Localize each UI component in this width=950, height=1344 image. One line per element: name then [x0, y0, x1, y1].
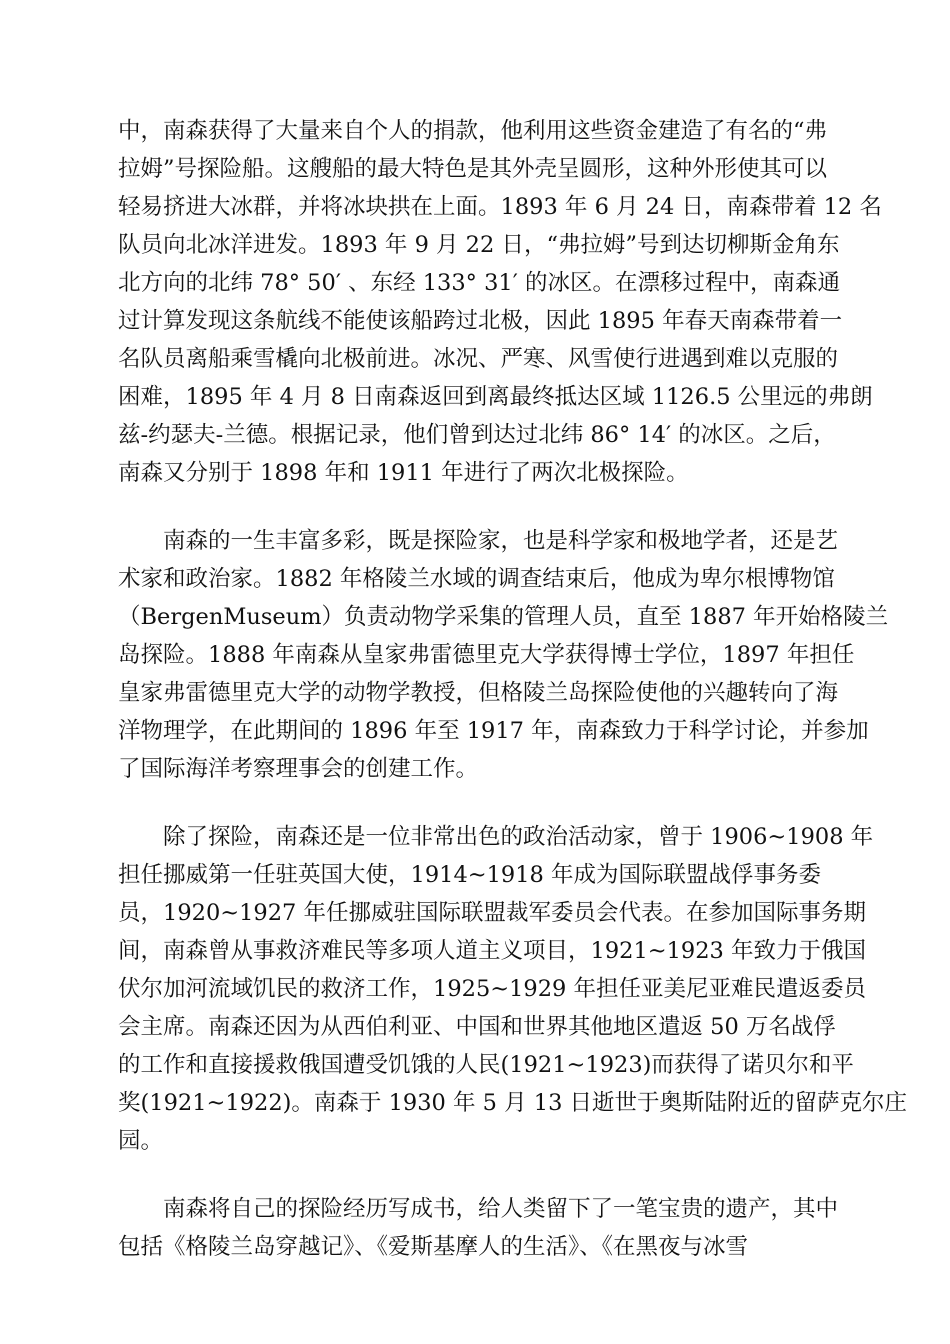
paragraph-gap: [118, 1160, 834, 1190]
paragraph-3: [118, 818, 908, 1160]
text-line: 轻易挤进大冰群，并将冰块拱在上面。1893 年 6 月 24 日，南森带着 12 名: [118, 194, 882, 220]
text-line: 洋物理学，在此期间的 1896 年至 1917 年，南森致力于科学讨论，并参加: [118, 718, 869, 744]
text-line: 北方向的北纬 78° 50′ 、东经 133° 31′ 的冰区。在漂移过程中，南森通: [118, 270, 840, 296]
text-line: 会主席。南森还因为从西伯利亚、中国和世界其他地区遣返 50 万名战俘: [118, 1014, 836, 1040]
text-line: 过计算发现这条航线不能使该船跨过北极，因此 1895 年春天南森带着一: [118, 308, 843, 334]
text-line: 困难，1895 年 4 月 8 日南森返回到离最终抵达区域 1126.5 公里远的弗朗: [118, 384, 873, 410]
text-line: 园。: [118, 1128, 164, 1154]
paragraph-1: [118, 112, 882, 492]
text-line: 南森又分别于 1898 年和 1911 年进行了两次北极探险。: [118, 460, 689, 486]
text-line: 南森的一生丰富多彩，既是探险家，也是科学家和极地学者，还是艺: [118, 528, 839, 554]
paragraph-4: [118, 1190, 839, 1266]
paragraph-gap: [118, 492, 834, 522]
text-line: 岛探险。1888 年南森从皇家弗雷德里克大学获得博士学位，1897 年担任: [118, 642, 855, 668]
text-line: 术家和政治家。1882 年格陵兰水域的调查结束后，他成为卑尔根博物馆: [118, 566, 835, 592]
text-line: 兹-约瑟夫-兰德。根据记录，他们曾到达过北纬 86° 14′ 的冰区。之后，: [118, 422, 836, 448]
text-line: 了国际海洋考察理事会的创建工作。: [118, 756, 479, 782]
text-line: （BergenMuseum）负责动物学采集的管理人员，直至 1887 年开始格陵兰: [118, 604, 889, 630]
paragraph-2: [118, 522, 889, 788]
text-line: 名队员离船乘雪橇向北极前进。冰况、严寒、风雪使行进遇到难以克服的: [118, 346, 839, 372]
text-line: 奖(1921~1922)。南森于 1930 年 5 月 13 日逝世于奥斯陆附近的留萨克尔庄: [118, 1090, 908, 1116]
text-line: 间，南森曾从事救济难民等多项人道主义项目，1921~1923 年致力于俄国: [118, 938, 867, 964]
text-line: 员，1920~1927 年任挪威驻国际联盟裁军委员会代表。在参加国际事务期: [118, 900, 867, 926]
text-line: 的工作和直接援救俄国遭受饥饿的人民(1921~1923)而获得了诺贝尔和平: [118, 1052, 854, 1078]
paragraph-gap: [118, 788, 834, 818]
text-line: 皇家弗雷德里克大学的动物学教授，但格陵兰岛探险使他的兴趣转向了海: [118, 680, 839, 706]
text-line: 南森将自己的探险经历写成书，给人类留下了一笔宝贵的遗产，其中: [118, 1196, 839, 1222]
document-page: [118, 112, 908, 1266]
text-line: 队员向北冰洋进发。1893 年 9 月 22 日，“弗拉姆”号到达切柳斯金角东: [118, 232, 840, 258]
text-line: 拉姆”号探险船。这艘船的最大特色是其外壳呈圆形，这种外形使其可以: [118, 156, 828, 182]
text-line: 除了探险，南森还是一位非常出色的政治活动家，曾于 1906~1908 年: [118, 824, 874, 850]
text-line: 包括《格陵兰岛穿越记》、《爱斯基摩人的生活》、《在黑夜与冰雪: [118, 1234, 749, 1260]
text-line: 伏尔加河流域饥民的救济工作，1925~1929 年担任亚美尼亚难民遣返委员: [118, 976, 867, 1002]
text-line: 中，南森获得了大量来自个人的捐款，他利用这些资金建造了有名的“弗: [118, 118, 828, 144]
text-line: 担任挪威第一任驻英国大使，1914~1918 年成为国际联盟战俘事务委: [118, 862, 822, 888]
